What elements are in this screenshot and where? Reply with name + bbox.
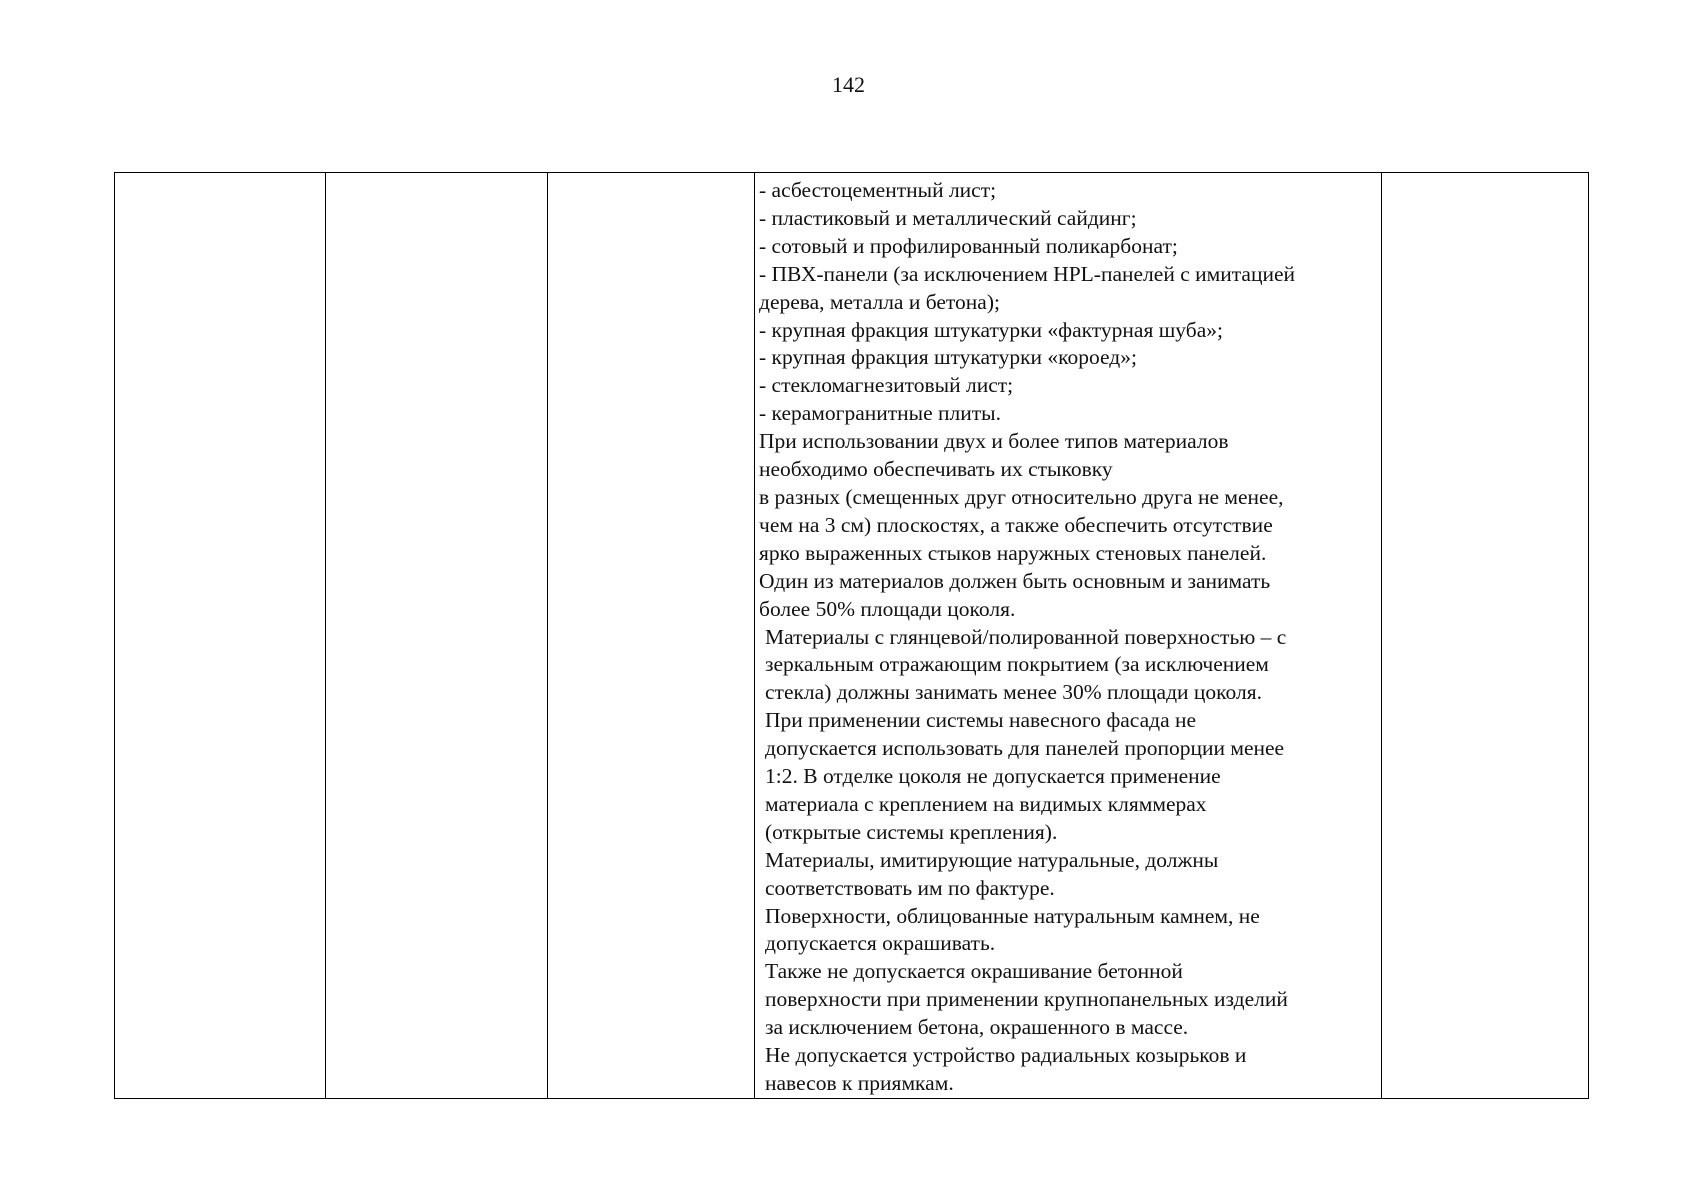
text-line: Материалы, имитирующие натуральные, должны xyxy=(765,847,1219,872)
text-line: необходимо обеспечивать их стыковку xyxy=(759,457,1113,482)
page-number: 142 xyxy=(832,72,865,97)
text-line: Один из материалов должен быть основным и занимать xyxy=(759,568,1271,593)
requirements-text xyxy=(755,173,1381,1098)
text-line: - крупная фракция штукатурки «короед»; xyxy=(759,345,1137,370)
text-line: При использовании двух и более типов материалов xyxy=(759,429,1229,454)
text-line: - асбестоцементный лист; xyxy=(759,178,997,202)
text-line: ярко выраженных стыков наружных стеновых панелей. xyxy=(759,540,1267,565)
text-line: в разных (смещенных друг относительно друга не менее, xyxy=(759,484,1284,509)
text-line: - стекломагнезитовый лист; xyxy=(759,373,1014,398)
text-line: Не допускается устройство радиальных козырьков и xyxy=(765,1043,1247,1068)
table-cell-requirements xyxy=(755,173,1382,1099)
text-line: зеркальным отражающим покрытием (за исключением xyxy=(765,652,1269,677)
table-cell-2 xyxy=(326,173,548,1099)
text-line: При применении системы навесного фасада не xyxy=(765,708,1197,733)
text-line: - керамогранитные плиты. xyxy=(759,401,1001,426)
table-cell-1 xyxy=(115,173,326,1099)
text-line: дерева, металла и бетона); xyxy=(759,289,1000,314)
text-line: более 50% площади цоколя. xyxy=(759,596,1016,621)
text-line: соответствовать им по фактуре. xyxy=(765,875,1055,900)
requirements-table xyxy=(114,172,1589,1099)
text-line: допускается окрашивать. xyxy=(765,931,996,956)
table-cell-3 xyxy=(548,173,755,1099)
text-line: материала с креплением на видимых кляммерах xyxy=(765,791,1207,816)
text-line: - крупная фракция штукатурки «фактурная шуба»; xyxy=(759,317,1223,342)
text-line: навесов к приямкам. xyxy=(765,1071,954,1095)
text-line: - пластиковый и металлический сайдинг; xyxy=(759,205,1137,230)
text-line: Также не допускается окрашивание бетонной xyxy=(765,959,1183,984)
table-row xyxy=(115,173,1589,1099)
table-cell-5 xyxy=(1382,173,1589,1099)
text-line: (открытые системы крепления). xyxy=(765,819,1058,844)
text-line: Материалы с глянцевой/полированной поверхностью – с xyxy=(765,624,1287,649)
text-line: стекла) должны занимать менее 30% площади цоколя. xyxy=(765,680,1262,705)
text-line: - ПВХ-панели (за исключением HPL-панелей с имитацией xyxy=(759,261,1296,286)
text-line: чем на 3 см) плоскостях, а также обеспечить отсутствие xyxy=(759,512,1273,537)
text-line: Поверхности, облицованные натуральным камнем, не xyxy=(765,903,1260,928)
text-line: за исключением бетона, окрашенного в массе. xyxy=(765,1015,1189,1040)
text-line: допускается использовать для панелей пропорции менее xyxy=(765,736,1285,761)
text-line: 1:2. В отделке цоколя не допускается применение xyxy=(765,764,1221,789)
text-line: поверхности при применении крупнопанельных изделий xyxy=(765,987,1288,1012)
text-line: - сотовый и профилированный поликарбонат; xyxy=(759,233,1178,258)
